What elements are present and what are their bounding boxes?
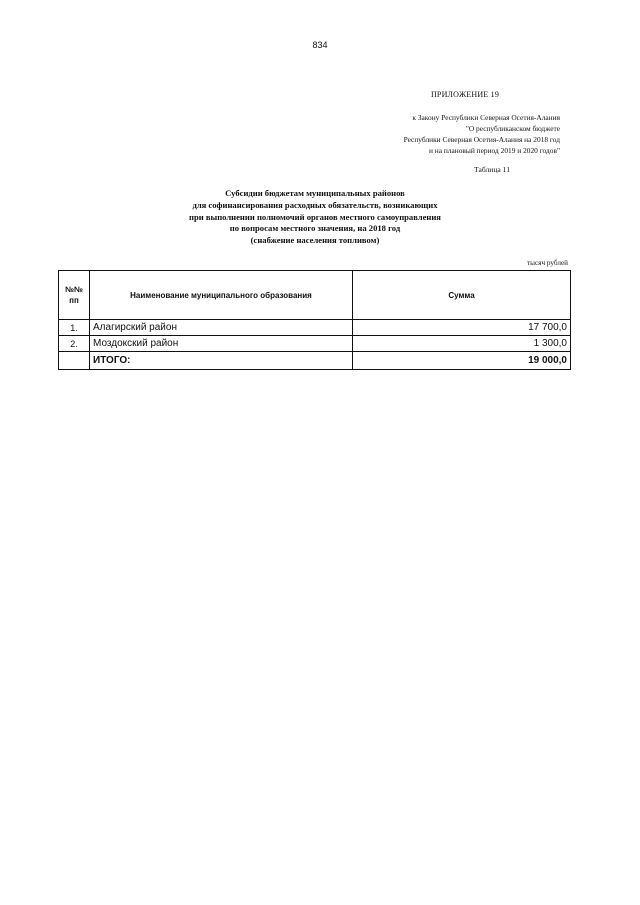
law-reference-line: и на плановый период 2019 и 2020 годов" — [428, 146, 560, 155]
title-line: Субсидии бюджетам муниципальных районов — [225, 188, 405, 198]
row-name: Моздокский район — [90, 336, 353, 352]
table-row — [59, 320, 571, 336]
total-row — [59, 352, 571, 370]
law-reference-line: "О республиканском бюджете — [465, 124, 560, 133]
table-header-row — [59, 271, 571, 320]
table-label: Таблица 11 — [474, 165, 510, 174]
total-sum: 19 000,0 — [353, 352, 571, 370]
row-number: 1. — [59, 320, 90, 336]
title-line: по вопросам местного значения, на 2018 год — [229, 223, 401, 234]
law-reference — [340, 112, 560, 156]
header-number — [59, 271, 90, 320]
document-title — [0, 188, 630, 247]
row-number: 2. — [59, 336, 90, 352]
header-number-line1: №№ — [65, 285, 83, 294]
page-number: 834 — [312, 40, 328, 50]
law-reference-line: Республики Северная Осетия-Алания на 2018 год — [403, 135, 560, 144]
table-row — [59, 336, 571, 352]
header-name: Наименование муниципального образования — [90, 271, 353, 320]
total-number — [59, 352, 90, 370]
units-label: тысяч рублей — [527, 259, 568, 267]
row-sum: 1 300,0 — [353, 336, 571, 352]
total-label: ИТОГО: — [90, 352, 353, 370]
title-line: при выполнении полномочий органов местного самоуправления — [189, 211, 441, 222]
row-sum: 17 700,0 — [353, 320, 571, 336]
law-reference-line: к Закону Республики Северная Осетия-Алания — [412, 113, 560, 122]
title-line: (снабжение населения топливом) — [250, 235, 380, 246]
title-line: для софинансирования расходных обязательств, возникающих — [192, 199, 438, 210]
appendix-label: ПРИЛОЖЕНИЕ 19 — [430, 90, 500, 99]
header-sum: Сумма — [353, 271, 571, 320]
row-name: Алагирский район — [90, 320, 353, 336]
subsidy-table — [58, 270, 571, 370]
header-number-line2: пп — [69, 296, 79, 305]
